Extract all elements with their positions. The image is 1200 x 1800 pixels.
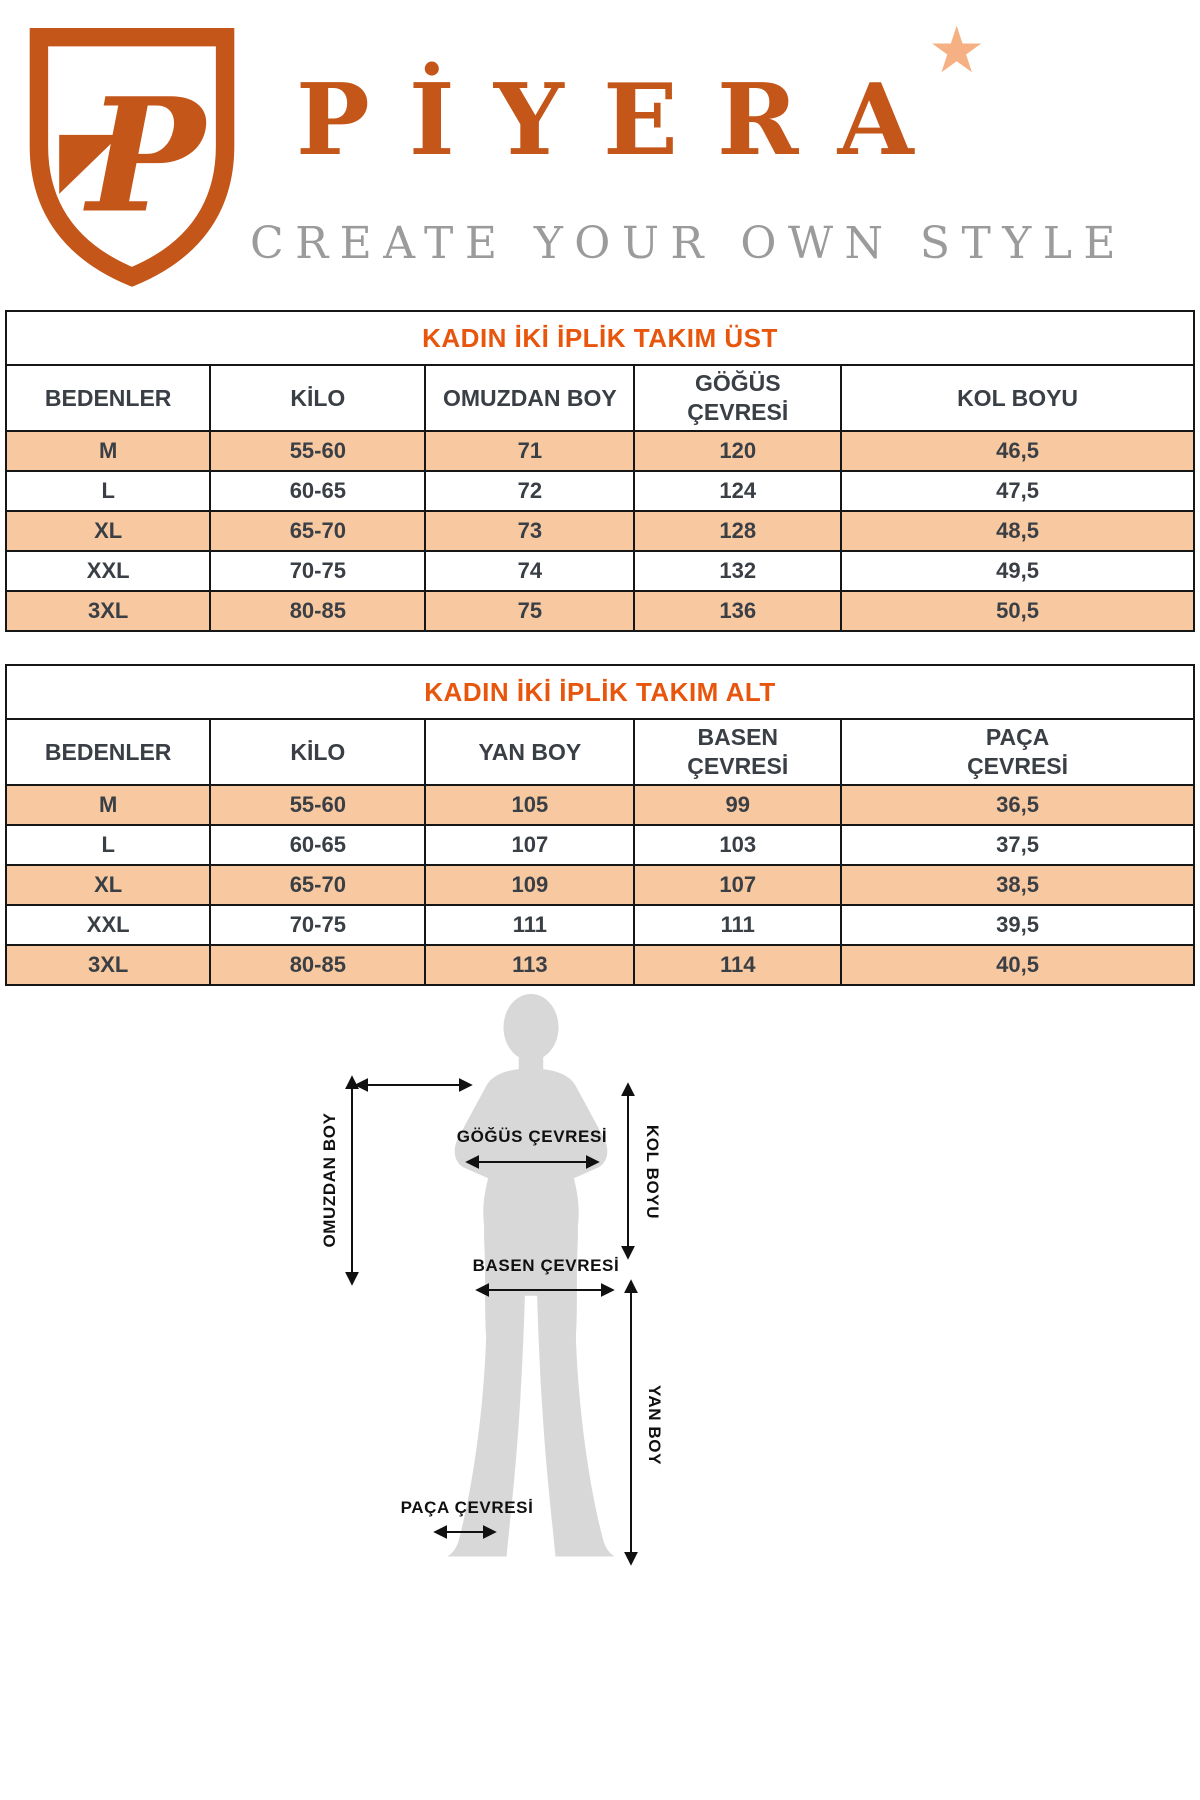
cell: 65-70: [210, 511, 425, 551]
cell: 71: [425, 431, 634, 471]
brand-slogan: CREATE YOUR OWN STYLE: [250, 218, 1127, 269]
cell: 36,5: [841, 785, 1194, 825]
table-title: KADIN İKİ İPLİK TAKIM ÜST: [6, 311, 1194, 365]
cell: 74: [425, 551, 634, 591]
cell: 65-70: [210, 865, 425, 905]
cell: 99: [634, 785, 841, 825]
cell: 46,5: [841, 431, 1194, 471]
cell: 80-85: [210, 591, 425, 631]
cell: 107: [634, 865, 841, 905]
label-paca-cevresi: PAÇA ÇEVRESİ: [400, 1498, 534, 1517]
cell: M: [6, 785, 210, 825]
column-header: KİLO: [210, 719, 425, 785]
column-header: BASEN ÇEVRESİ: [634, 719, 841, 785]
column-header: BEDENLER: [6, 719, 210, 785]
cell: 109: [425, 865, 634, 905]
cell: L: [6, 825, 210, 865]
table-title: KADIN İKİ İPLİK TAKIM ALT: [6, 665, 1194, 719]
column-header: YAN BOY: [425, 719, 634, 785]
cell: 111: [634, 905, 841, 945]
cell: 80-85: [210, 945, 425, 985]
label-yan-boy: YAN BOY: [645, 1384, 664, 1466]
cell: 132: [634, 551, 841, 591]
cell: 114: [634, 945, 841, 985]
column-header: PAÇA ÇEVRESİ: [841, 719, 1194, 785]
cell: XXL: [6, 905, 210, 945]
star-icon: ★: [928, 14, 986, 86]
label-omuzdan-boy: OMUZDAN BOY: [320, 1112, 339, 1248]
cell: 72: [425, 471, 634, 511]
cell: 60-65: [210, 471, 425, 511]
label-kol-boyu: KOL BOYU: [643, 1124, 662, 1220]
cell: 60-65: [210, 825, 425, 865]
measurement-arrows: [0, 985, 1200, 1605]
cell: 70-75: [210, 551, 425, 591]
cell: 55-60: [210, 785, 425, 825]
cell: XL: [6, 865, 210, 905]
cell: 111: [425, 905, 634, 945]
column-header: KOL BOYU: [841, 365, 1194, 431]
label-gogus-cevresi: GÖĞÜS ÇEVRESİ: [456, 1127, 608, 1146]
cell: 124: [634, 471, 841, 511]
cell: 113: [425, 945, 634, 985]
cell: 47,5: [841, 471, 1194, 511]
column-header: KİLO: [210, 365, 425, 431]
cell: 107: [425, 825, 634, 865]
cell: L: [6, 471, 210, 511]
cell: 105: [425, 785, 634, 825]
cell: 103: [634, 825, 841, 865]
cell: 3XL: [6, 591, 210, 631]
cell: 37,5: [841, 825, 1194, 865]
cell: 136: [634, 591, 841, 631]
cell: 70-75: [210, 905, 425, 945]
cell: 120: [634, 431, 841, 471]
cell: 39,5: [841, 905, 1194, 945]
cell: 128: [634, 511, 841, 551]
cell: XL: [6, 511, 210, 551]
cell: 55-60: [210, 431, 425, 471]
cell: XXL: [6, 551, 210, 591]
cell: 75: [425, 591, 634, 631]
cell: 50,5: [841, 591, 1194, 631]
brand-name: PİYERA: [296, 63, 953, 178]
cell: 40,5: [841, 945, 1194, 985]
cell: 73: [425, 511, 634, 551]
cell: M: [6, 431, 210, 471]
cell: 38,5: [841, 865, 1194, 905]
svg-text:P: P: [86, 63, 205, 248]
column-header: OMUZDAN BOY: [425, 365, 634, 431]
cell: 49,5: [841, 551, 1194, 591]
column-header: BEDENLER: [6, 365, 210, 431]
cell: 48,5: [841, 511, 1194, 551]
column-header: GÖĞÜS ÇEVRESİ: [634, 365, 841, 431]
cell: 3XL: [6, 945, 210, 985]
label-basen-cevresi: BASEN ÇEVRESİ: [472, 1256, 620, 1275]
